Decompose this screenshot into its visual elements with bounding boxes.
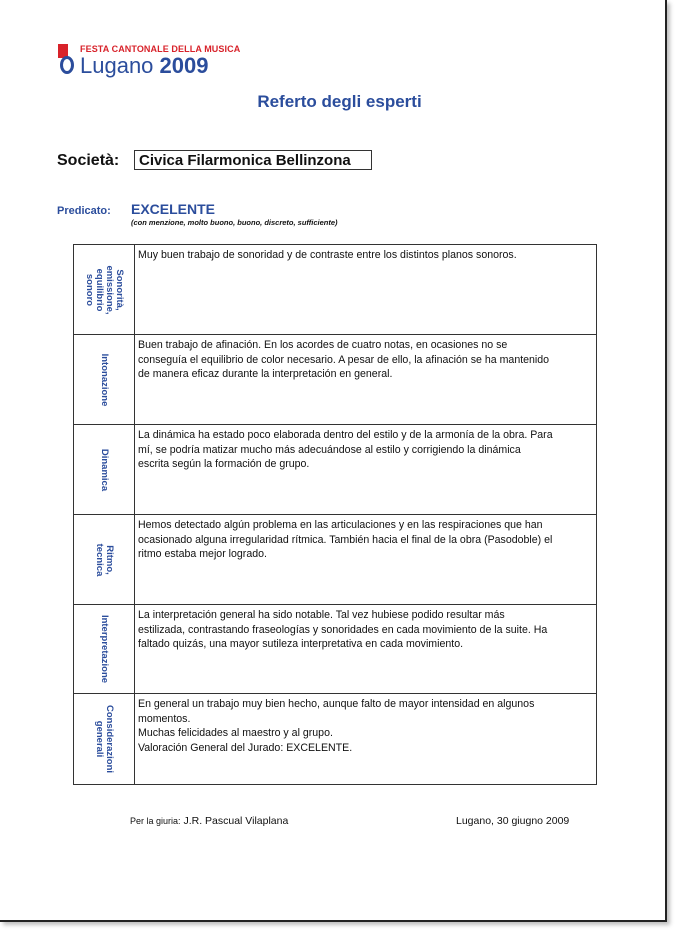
table-row [74,694,596,785]
societa-value: Civica Filarmonica Bellinzona [134,150,372,170]
jury-label: Per la giuria: [130,816,181,826]
jury-name: J.R. Pascual Vilaplana [183,815,289,827]
logo-city-year: Lugano 2009 [80,53,209,78]
row-label-cell [74,245,135,334]
row-comment: Hemos detectado algún problema en las articulaciones y en las respiraciones que han ocasionado alguna irregularidad rítmica. También hacia el final de la obra (Pasodoble) el ritmo estaba mejor logrado. [138,519,553,560]
row-label: Intonazione [99,353,110,406]
row-comment: Buen trabajo de afinación. En los acordes de cuatro notas, en ocasiones no se conseguía el equilibrio de color necesario. A pesar de ello, la afinación se ha mantenido de manera eficaz durante la interpretación en general. [138,339,550,380]
table-row [74,245,596,335]
logo-festival-name: FESTA CANTONALE DELLA MUSICA [80,44,241,54]
table-row [74,425,596,515]
predicato-value: EXCELENTE [131,201,216,217]
row-label-cell [74,605,135,693]
row-label-cell [74,694,135,784]
page-title: Referto degli esperti [257,92,422,111]
row-comment: La interpretación general ha sido notable. Tal vez hubiese podido resultar más estilizada, contrastando fraseologías y sonoridades en cada movimiento de la suite. Ha faltado quizás, una mayor sutileza interpretativa en cada movimiento. [138,609,548,650]
logo-mark-icon [58,44,74,74]
predicato-label: Predicato: [57,205,111,217]
table-row [74,605,596,694]
row-label-cell [74,515,135,604]
place-date: Lugano, 30 giugno 2009 [456,815,570,827]
row-label: Ritmo, tecnica [94,543,115,576]
row-label: Interpretazione [99,614,110,684]
row-comment: En general un trabajo muy bien hecho, aunque falto de mayor intensidad en algunos momentos. Muchas felicidades al maestro y al grupo. Valoración General del Jurado: EXCELENTE. [138,698,535,754]
row-comment: Muy buen trabajo de sonoridad y de contraste entre los distintos planos sonoros. [138,249,517,261]
table-row [74,515,596,605]
row-label: Considerazioni generali [94,704,115,774]
festival-logo [58,42,241,84]
row-label: Sonorità, emissione, equilibrio sonoro [84,264,125,315]
evaluation-table [73,244,597,785]
table-row [74,335,596,425]
row-comment: La dinámica ha estado poco elaborada dentro del estilo y de la armonía de la obra. Para mí, se podría matizar mucho más adecuándose al estilo y corrigiendo la dinámica escrita según la formación de grupo. [138,429,553,470]
row-label-cell [74,335,135,424]
societa-label: Società: [57,152,120,169]
row-label: Dinamica [99,448,110,491]
predicato-note: (con menzione, molto buono, buono, discreto, sufficiente) [131,218,338,227]
jury-signature [130,815,288,827]
row-label-cell [74,425,135,514]
